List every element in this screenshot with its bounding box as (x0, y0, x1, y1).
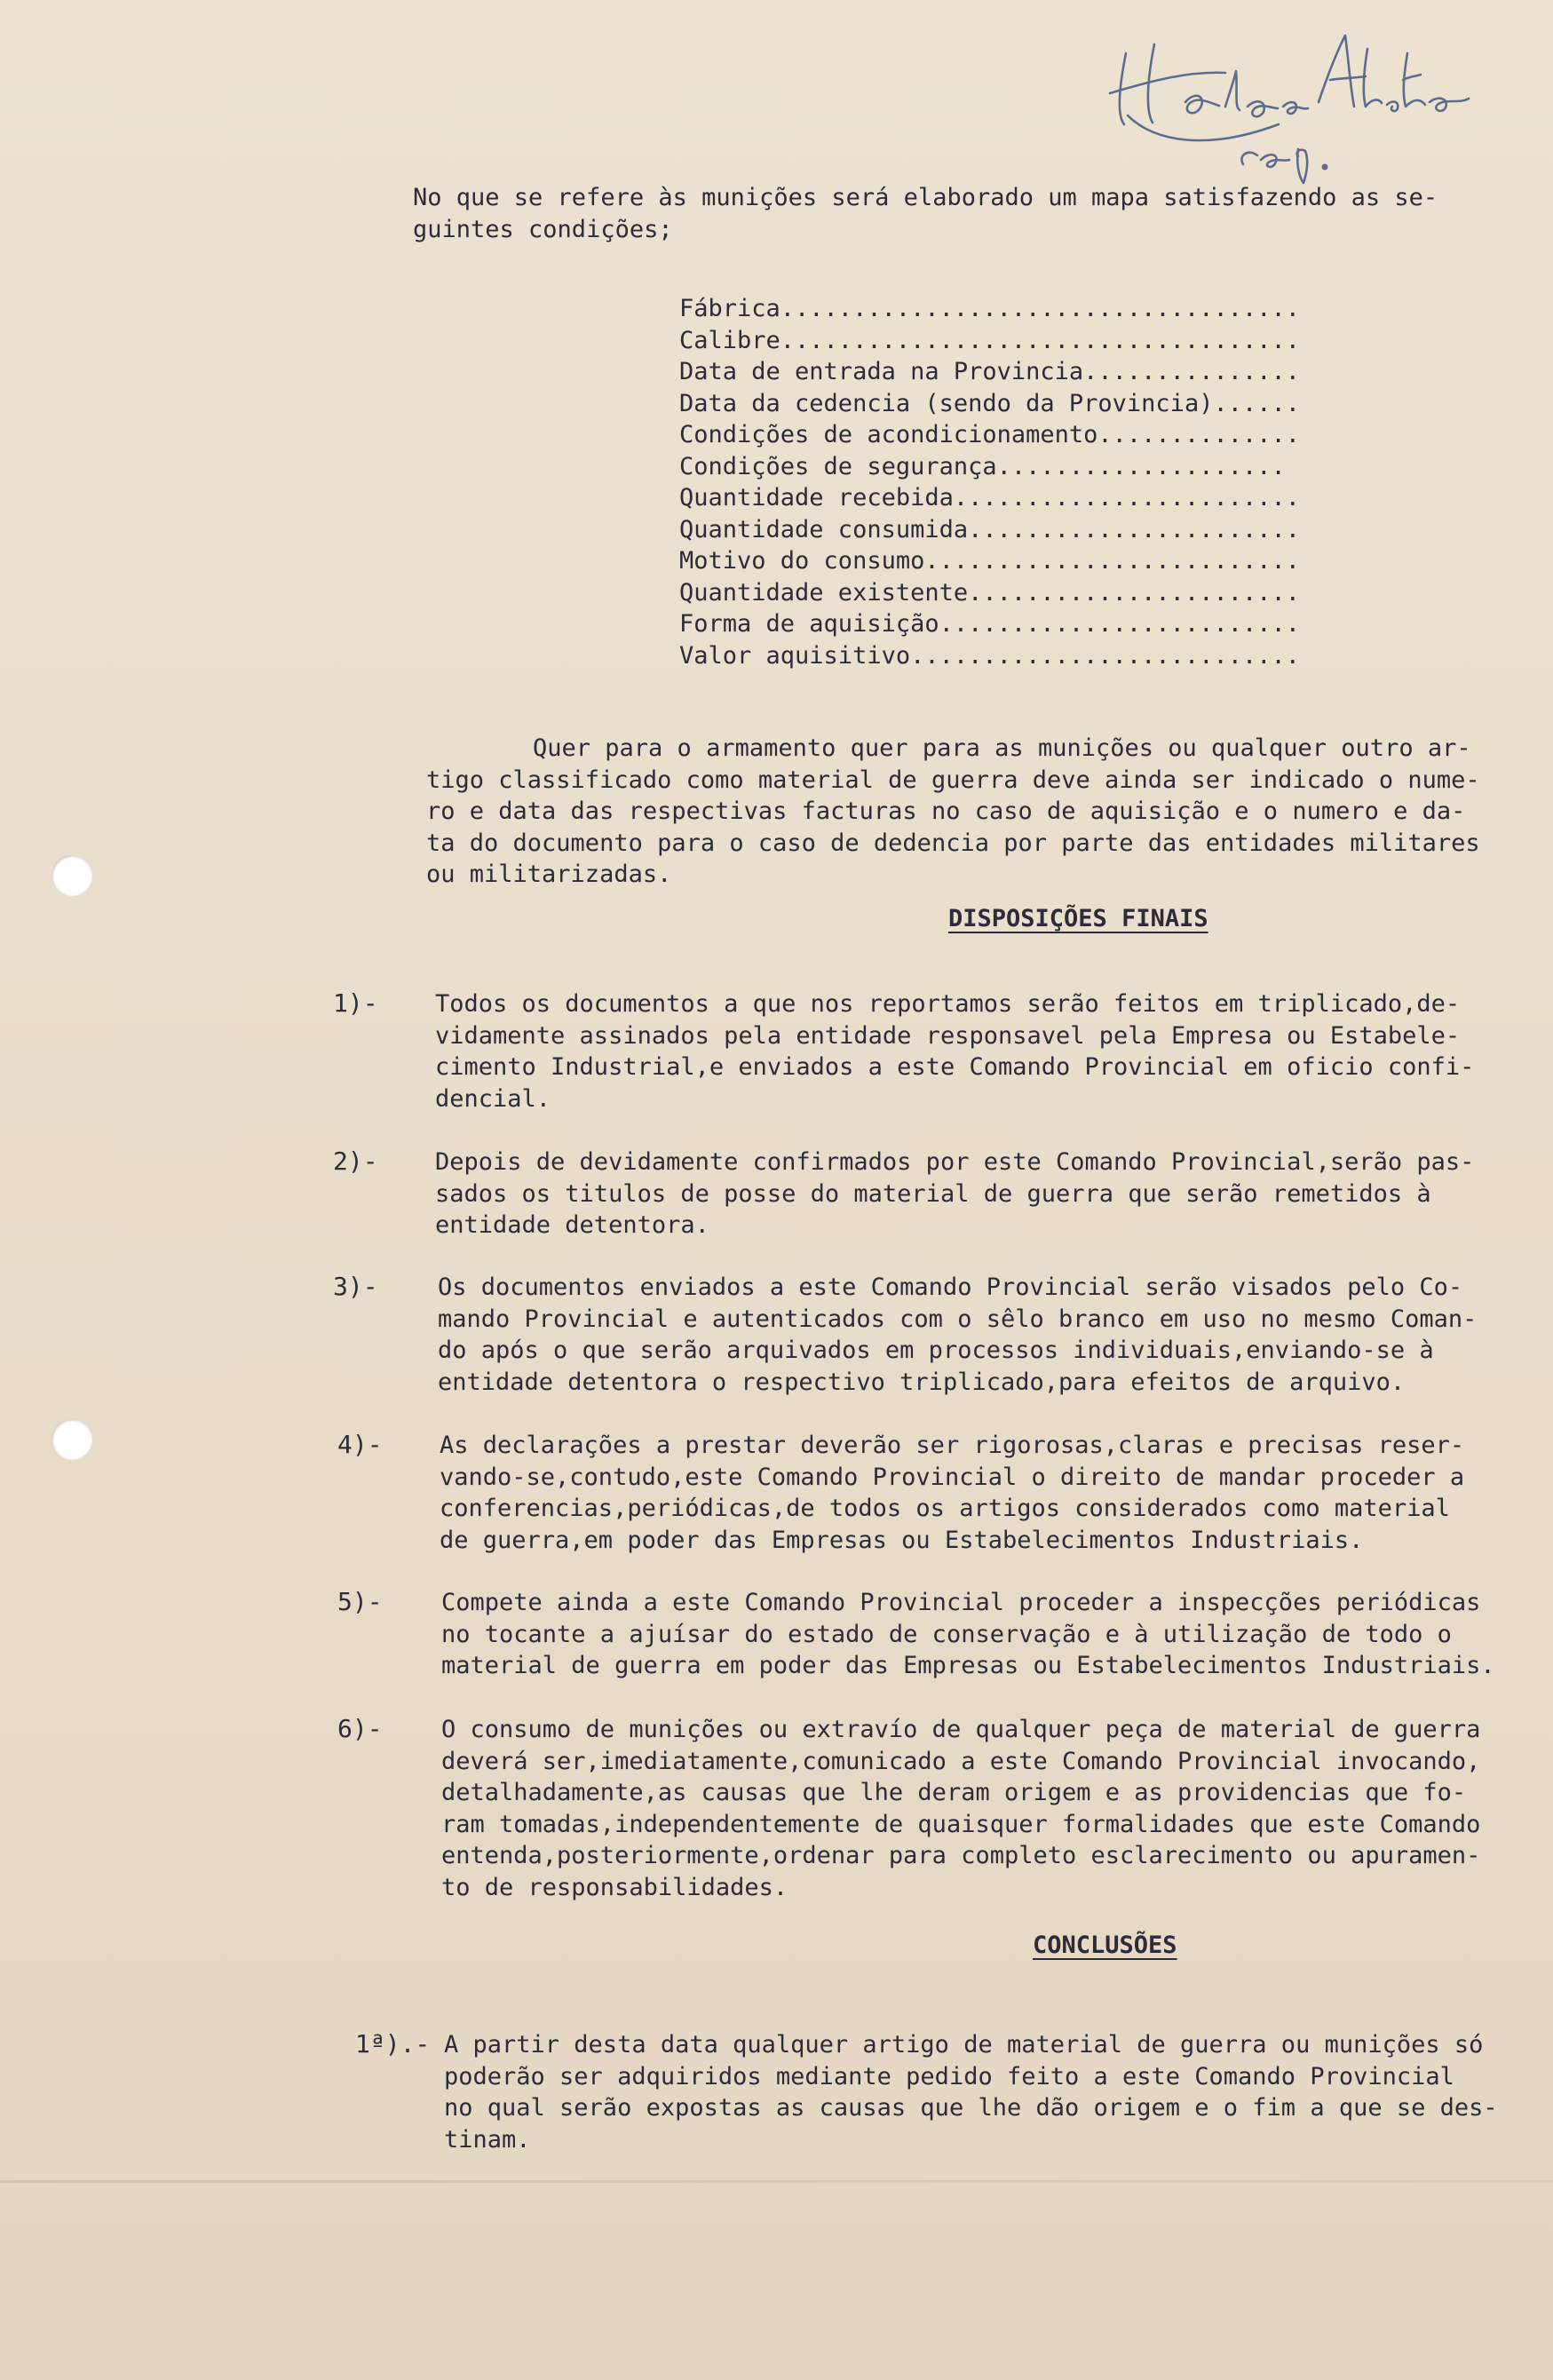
item-line: Todos os documentos a que nos reportamos serão feitos em triplicado,de- (435, 990, 1461, 1018)
item-line: cimento Industrial,e enviados a este Comando Provincial em oficio confi- (435, 1053, 1475, 1081)
item-number: 5)- (337, 1587, 383, 1616)
item-line: do após o que serão arquivados em processos individuais,enviando-se à (438, 1337, 1434, 1364)
item-line: no qual serão expostas as causas que lhe dão origem e o fim a que se des- (444, 2094, 1498, 2122)
item-line: sados os titulos de posse do material de guerra que serão remetidos à (435, 1179, 1431, 1208)
item-line: conferencias,periódicas,de todos os artigos considerados como material (440, 1495, 1450, 1522)
field-fabrica: Fábrica.................................... (679, 295, 1300, 322)
item-line: entidade detentora. (435, 1211, 709, 1239)
item-line: to de responsabilidades. (441, 1873, 788, 1901)
item-line: mando Provincial e autenticados com o sêlo branco em uso no mesmo Coman- (438, 1305, 1478, 1333)
item-line: As declarações a prestar deverão ser rigorosas,claras e precisas reser- (440, 1432, 1465, 1459)
item-number: 6)- (337, 1714, 383, 1743)
ammunition-field-list (679, 293, 1300, 671)
section-heading-conclusoes: CONCLUSÕES (1033, 1932, 1177, 1959)
field-calibre: Calibre.................................... (679, 326, 1300, 354)
item-line: detalhadamente,as causas que lhe deram origem e as providencias que fo- (441, 1779, 1467, 1806)
intro-paragraph (413, 182, 1438, 245)
item-line: de guerra,em poder das Empresas ou Estabelecimentos Industriais. (440, 1526, 1364, 1554)
paragraph-line: ou militarizadas. (426, 861, 672, 888)
item-body (440, 1430, 1464, 1556)
section-heading-disposicoes: DISPOSIÇÕES FINAIS (948, 905, 1208, 932)
item-number: 2)- (333, 1146, 378, 1176)
field-acondicionamento: Condições de acondicionamento.............. (679, 421, 1300, 448)
intro-line: No que se refere às munições será elaborado um mapa satisfazendo as se- (413, 184, 1438, 211)
paper-fold-line (0, 2180, 1553, 2183)
field-motivo-consumo: Motivo do consumo.......................... (679, 547, 1300, 575)
intro-line: guintes condições; (413, 215, 673, 243)
item-line: vando-se,contudo,este Comando Provincial o direito de mandar proceder a (440, 1463, 1465, 1491)
item-line: tinam. (444, 2125, 531, 2154)
paragraph-line: ta do documento para o caso de dedencia por parte das entidades militares (426, 829, 1480, 857)
punch-hole-bottom (52, 1419, 92, 1460)
item-body (441, 1714, 1480, 1903)
item-number: 1)- (333, 988, 378, 1018)
item-line: O consumo de munições ou extravío de qualquer peça de material de guerra (441, 1716, 1481, 1743)
armament-paragraph (426, 733, 1480, 891)
item-line: Compete ainda a este Comando Provincial proceder a inspecções periódicas (441, 1589, 1481, 1616)
item-body (444, 2029, 1498, 2155)
field-quantidade-recebida: Quantidade recebida........................ (679, 484, 1300, 512)
item-number: 3)- (333, 1272, 378, 1301)
paragraph-line: ro e data das respectivas facturas no caso de aquisição e o numero e da- (426, 797, 1466, 825)
paragraph-line: tigo classificado como material de guerra deve ainda ser indicado o nume- (426, 766, 1480, 794)
item-line: deverá ser,imediatamente,comunicado a este Comando Provincial invocando, (441, 1747, 1481, 1775)
item-line: no tocante a ajuísar do estado de conservação e à utilização de todo o (441, 1620, 1452, 1648)
item-line: Depois de devidamente confirmados por este Comando Provincial,serão pas- (435, 1148, 1475, 1176)
field-quantidade-existente: Quantidade existente....................... (679, 578, 1300, 607)
field-forma-aquisicao: Forma de aquisição......................... (679, 610, 1300, 638)
field-valor-aquisitivo: Valor aquisitivo........................... (679, 641, 1300, 670)
field-quantidade-consumida: Quantidade consumida....................... (679, 515, 1300, 543)
item-line: vidamente assinados pela entidade responsavel pela Empresa ou Estabele- (435, 1021, 1461, 1050)
field-data-cedencia: Data da cedencia (sendo da Provincia)...... (679, 389, 1300, 417)
field-data-entrada: Data de entrada na Provincia............... (679, 358, 1300, 385)
handwritten-signature (1101, 18, 1492, 186)
item-number: 4)- (337, 1430, 383, 1459)
field-seguranca: Condições de segurança.................... (679, 452, 1286, 480)
item-line: ram tomadas,independentemente de quaisquer formalidades que este Comando (441, 1810, 1481, 1838)
item-body (441, 1587, 1495, 1682)
item-line: A partir desta data qualquer artigo de material de guerra ou munições só (444, 2031, 1484, 2059)
item-line: entidade detentora o respectivo triplicado,para efeitos de arquivo. (438, 1368, 1406, 1396)
item-number: 1ª).- (355, 2029, 431, 2059)
punch-hole-top (52, 855, 92, 896)
item-line: entenda,posteriormente,ordenar para completo esclarecimento ou apuramen- (441, 1842, 1481, 1869)
item-body (435, 988, 1474, 1115)
item-line: dencial. (435, 1084, 551, 1113)
item-body (435, 1146, 1474, 1242)
item-line: Os documentos enviados a este Comando Provincial serão visados pelo Co- (438, 1273, 1463, 1301)
item-body (438, 1272, 1477, 1398)
item-line: poderão ser adquiridos mediante pedido feito a este Comando Provincial (444, 2062, 1454, 2090)
paragraph-line: Quer para o armamento quer para as munições ou qualquer outro ar- (533, 734, 1471, 762)
item-line: material de guerra em poder das Empresas ou Estabelecimentos Industriais. (441, 1652, 1495, 1679)
